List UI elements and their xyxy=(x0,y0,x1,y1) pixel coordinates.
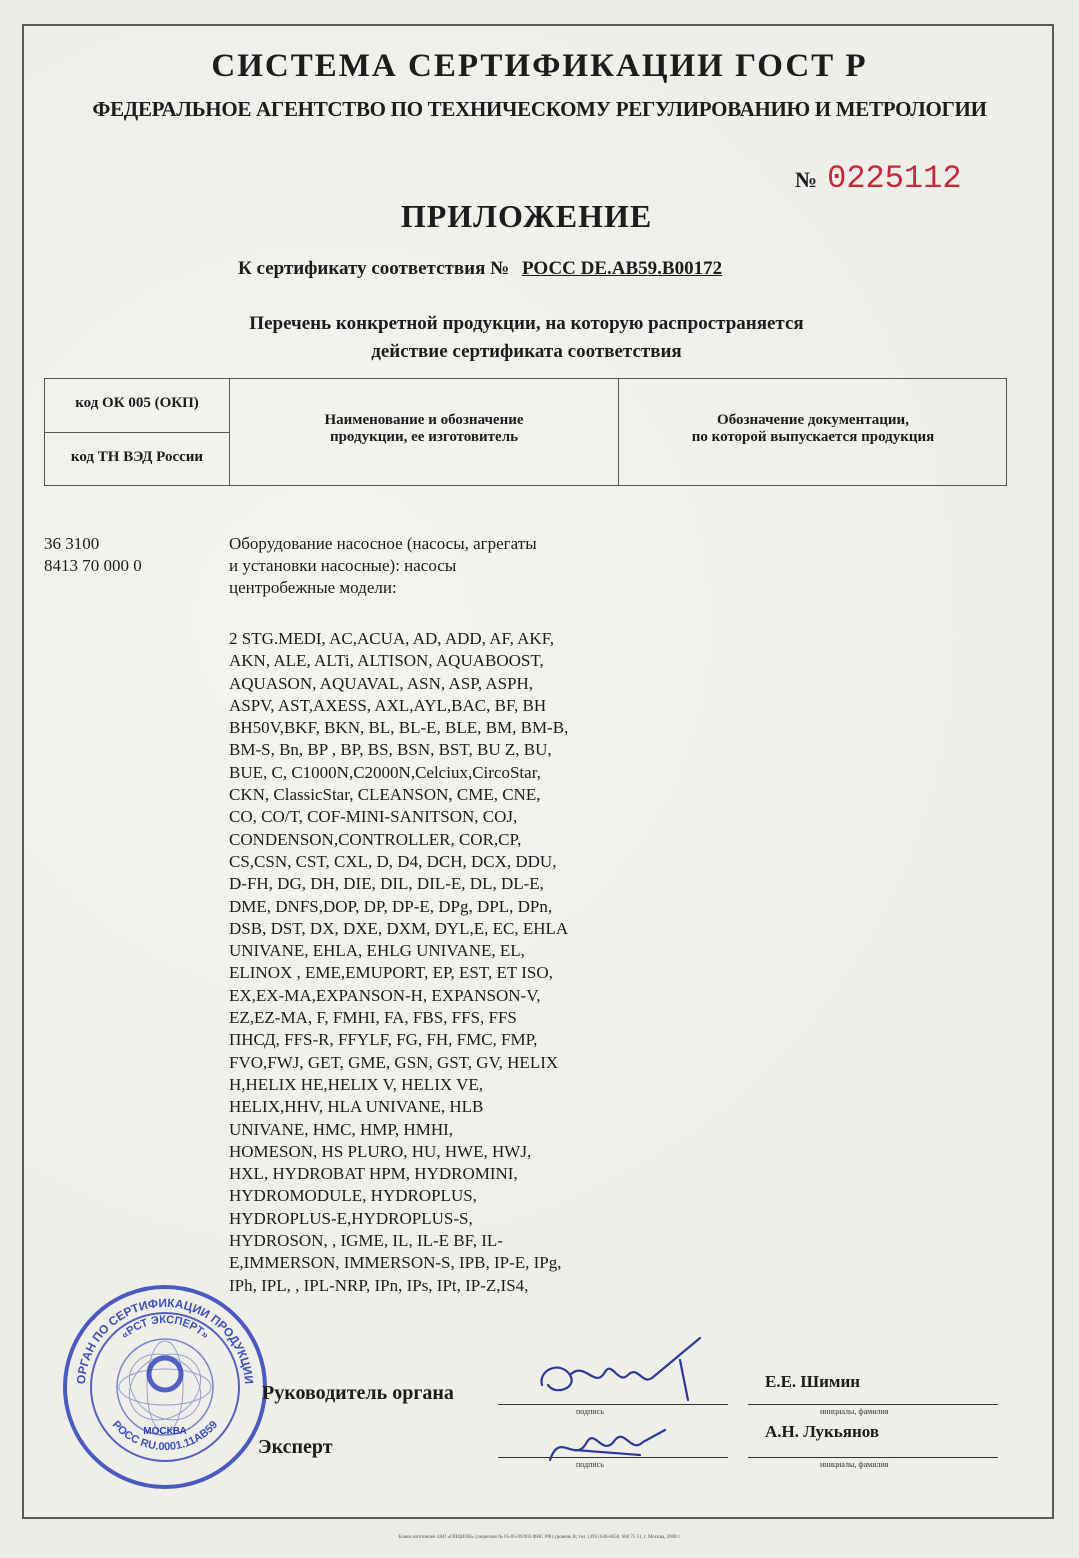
certificate-reference-label: К сертификату соответствия № xyxy=(238,258,510,279)
model-line: BUE, C, C1000N,C2000N,Celciux,CircoStar, xyxy=(229,762,541,782)
documentation-header-line1: Обозначение документации, xyxy=(717,412,909,428)
model-line: E,IMMERSON, IMMERSON-S, IPB, IP-E, IPg, xyxy=(229,1253,562,1273)
model-line: CONDENSON,CONTROLLER, COR,CP, xyxy=(229,829,522,849)
model-line: ELINOX , EME,EMUPORT, EP, EST, ET ISO, xyxy=(229,963,553,983)
number-sign: № xyxy=(795,167,818,192)
model-line: HELIX,HHV, HLA UNIVANE, HLB xyxy=(229,1097,484,1117)
model-line: CO, CO/T, COF-MINI-SANITSON, COJ, xyxy=(229,807,518,827)
okp-code-header: код ОК 005 (ОКП) xyxy=(75,395,199,411)
model-line: BH50V,BKF, BKN, BL, BL-E, BLE, BM, BM-B, xyxy=(229,718,569,738)
model-line: HYDROPLUS-E,HYDROPLUS-S, xyxy=(229,1208,473,1228)
okp-code: 36 3100 xyxy=(44,534,100,553)
expert-name: А.Н. Лукьянов xyxy=(765,1422,880,1441)
signature-caption: подпись xyxy=(576,1460,604,1469)
product-name-header-line2: продукции, ее изготовитель xyxy=(329,429,519,445)
svg-text:«РСТ ЭКСПЕРТ» xyxy=(119,1314,211,1342)
model-line: HOMESON, HS PLURO, HU, HWE, HWJ, xyxy=(229,1141,532,1161)
expert-label: Эксперт xyxy=(258,1436,333,1458)
certification-system-title: СИСТЕМА СЕРТИФИКАЦИИ ГОСТ Р xyxy=(211,48,868,84)
model-line: BM-S, Bn, BP , BP, BS, BSN, BST, BU Z, BU, xyxy=(229,740,552,760)
product-name-header xyxy=(230,412,618,446)
certificate-number: РОСС DE.АВ59.В00172 xyxy=(521,258,723,279)
name-caption: инициалы, фамилия xyxy=(820,1407,889,1416)
model-line: AKN, ALE, ALTi, ALTISON, AQUABOOST, xyxy=(229,651,544,671)
tnved-code: 8413 70 000 0 xyxy=(44,556,142,575)
model-line: IPh, IPL, , IPL-NRP, IPn, IPs, IPt, IP-Z,IS4, xyxy=(229,1275,529,1295)
table-divider xyxy=(45,432,229,433)
certificate-reference xyxy=(238,258,722,280)
model-line: EZ,EZ-MA, F, FMHI, FA, FBS, FFS, FFS xyxy=(229,1008,517,1028)
model-line: UNIVANE, EHLA, EHLG UNIVANE, EL, xyxy=(229,941,525,961)
appendix-title: ПРИЛОЖЕНИЕ xyxy=(400,198,653,234)
model-line: HYDROSON, , IGME, IL, IL-E BF, IL- xyxy=(229,1231,503,1251)
model-line: ПНСД, FFS-R, FFYLF, FG, FH, FMC, FMP, xyxy=(229,1030,538,1050)
name-line xyxy=(748,1404,998,1405)
product-list-title-line2: действие сертификата соответствия xyxy=(371,341,682,362)
documentation-header-line2: по которой выпускается продукция xyxy=(691,429,935,445)
product-description-line: Оборудование насосное (насосы, агрегаты xyxy=(229,534,537,553)
model-list xyxy=(229,628,649,1297)
product-description-line: и установки насосные): насосы xyxy=(229,556,457,575)
head-signature xyxy=(530,1330,720,1415)
model-line: H,HELIX HE,HELIX V, HELIX VE, xyxy=(229,1074,484,1094)
table-header xyxy=(44,378,1007,486)
model-line: CS,CSN, CST, CXL, D, D4, DCH, DCX, DDU, xyxy=(229,851,557,871)
agency-title: ФЕДЕРАЛЬНОЕ АГЕНТСТВО ПО ТЕХНИЧЕСКОМУ РЕГУЛИРОВАНИЮ И МЕТРОЛОГИИ xyxy=(92,97,987,121)
product-description xyxy=(229,533,649,599)
model-line: CKN, ClassicStar, CLEANSON, CME, CNE, xyxy=(229,785,541,805)
form-number xyxy=(795,160,962,197)
model-line: HXL, HYDROBAT HPM, HYDROMINI, xyxy=(229,1164,518,1184)
product-list-title-line1: Перечень конкретной продукции, на которую распространяется xyxy=(249,313,804,334)
name-caption: инициалы, фамилия xyxy=(820,1460,889,1469)
stamp-inner-text: «РСТ ЭКСПЕРТ» xyxy=(119,1313,211,1342)
product-list-title xyxy=(0,310,1053,366)
stamp-city: МОСКВА xyxy=(143,1426,187,1437)
form-serial-number: 0225112 xyxy=(827,160,962,197)
model-line: EX,EX-MA,EXPANSON-H, EXPANSON-V, xyxy=(229,985,541,1005)
name-line xyxy=(748,1457,998,1458)
signature-caption: подпись xyxy=(576,1407,604,1416)
product-description-line: центробежные модели: xyxy=(229,578,397,597)
model-line: DSB, DST, DX, DXE, DXM, DYL,E, EC, EHLA xyxy=(229,918,569,938)
model-line: UNIVANE, HMC, HMP, HMHI, xyxy=(229,1119,454,1139)
product-name-header-line1: Наименование и обозначение xyxy=(324,412,524,428)
model-line: HYDROMODULE, HYDROPLUS, xyxy=(229,1186,477,1206)
stamp-outer-text: ОРГАН ПО СЕРТИФИКАЦИИ ПРОДУКЦИИ xyxy=(73,1295,257,1385)
model-line: FVO,FWJ, GET, GME, GSN, GST, GV, HELIX xyxy=(229,1052,559,1072)
tnved-code-header: код ТН ВЭД России xyxy=(70,449,204,465)
expert-signature xyxy=(545,1420,675,1470)
model-line: ASPV, AST,AXESS, AXL,AYL,BAC, BF, BH xyxy=(229,695,547,715)
model-line: AQUASON, AQUAVAL, ASN, ASP, ASPH, xyxy=(229,673,534,693)
form-footer: Бланк изготовлен ЗАО «ОПЦИОН» (лицензия № 05-05-09/003 ФНС РФ) уровень В; тел. (495) 646-8658, 600 75 11, г. Москва, 2008 г. xyxy=(398,1535,681,1540)
product-codes xyxy=(44,533,142,577)
model-line: 2 STG.MEDI, AC,ACUA, AD, ADD, AF, AKF, xyxy=(229,629,555,648)
model-line: DME, DNFS,DOP, DP, DP-E, DPg, DPL, DPn, xyxy=(229,896,553,916)
model-line: D-FH, DG, DH, DIE, DIL, DIL-E, DL, DL-E, xyxy=(229,874,544,894)
head-of-body-name: Е.Е. Шимин xyxy=(765,1372,861,1391)
stamp-code: РОСС RU.0001.11АВ59 xyxy=(109,1418,221,1454)
certification-stamp xyxy=(60,1282,270,1492)
head-of-body-label: Руководитель органа xyxy=(262,1382,454,1404)
documentation-header xyxy=(619,412,1007,446)
